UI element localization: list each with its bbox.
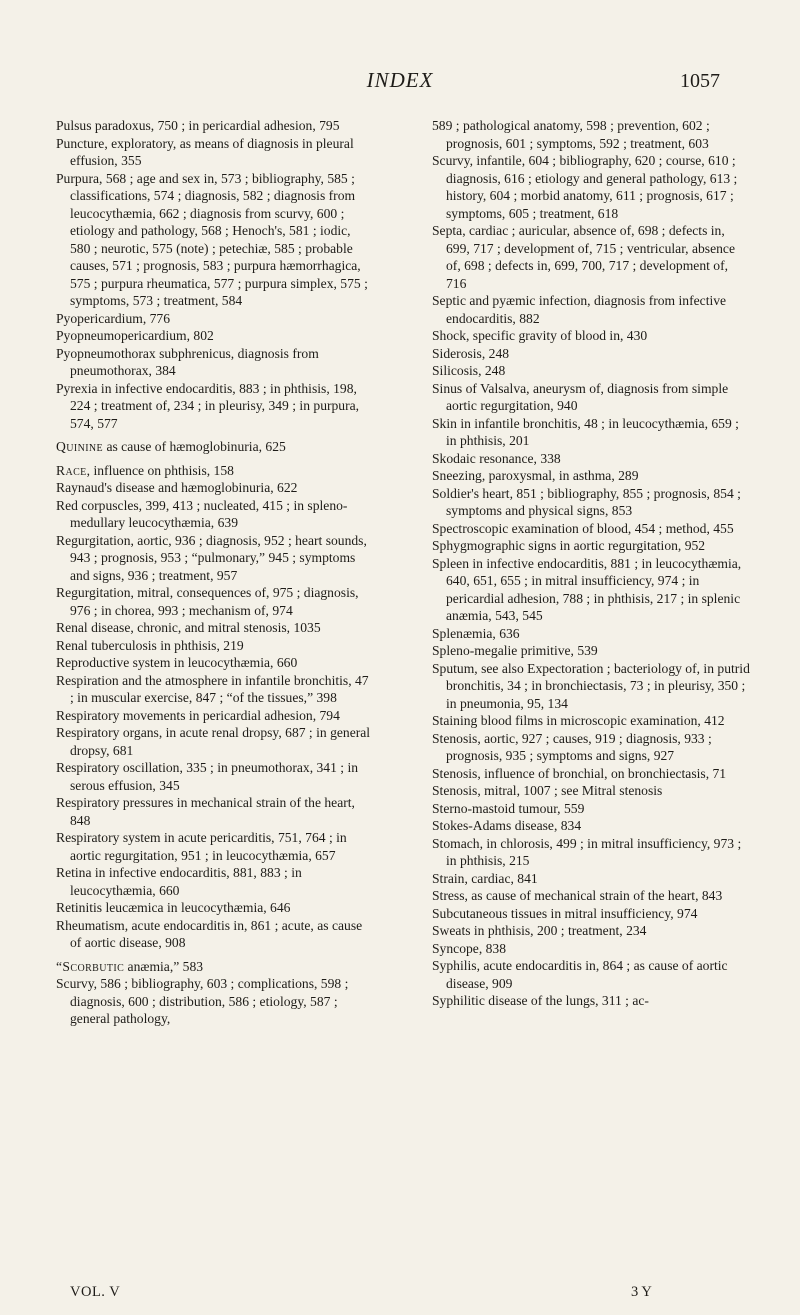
index-entry [432,520,750,538]
index-entry [432,485,750,520]
entry-text: , influence on phthisis, 158 [86,462,234,478]
index-entry [56,462,374,480]
index-entry [432,380,750,415]
page-number: 1057 [680,70,720,92]
entry-text: Staining blood films in microscopic examination, 412 [432,713,725,728]
index-entry [432,222,750,292]
entry-text: Respiration and the atmosphere in infantile bronchitis, 47 ; in muscular exercise, 847 ; “of the tissues,” 398 [56,672,369,705]
entry-text: Spectroscopic examination of blood, 454 ; method, 455 [432,520,734,536]
entry-text: Sweats in phthisis, 200 ; treatment, 234 [432,923,647,938]
index-entry [432,782,750,800]
index-entry [432,117,750,152]
index-entry [56,899,374,917]
index-entry [432,327,750,345]
entry-text: Stenosis, aortic, 927 ; causes, 919 ; diagnosis, 933 ; prognosis, 935 ; symptoms and signs, 927 [432,730,712,763]
entry-text: Sinus of Valsalva, aneurysm of, diagnosis from simple aortic regurgitation, 940 [432,380,729,413]
entry-text: Respiratory oscillation, 335 ; in pneumothorax, 341 ; in serous effusion, 345 [56,760,359,793]
index-entry [56,117,374,135]
entry-text: Sphygmographic signs in aortic regurgitation, 952 [432,538,706,553]
entry-text: Renal tuberculosis in phthisis, 219 [56,637,244,653]
entry-text: Spleen in infective endocarditis, 881 ; in leucocythæmia, 640, 651, 655 ; in mitral insufficiency, 974 ; in pericardial adhesion, 788 ; in phthisis, 217 ; in splenic anæmia, 543, 545 [432,555,742,623]
volume-label: VOL. V [70,1284,121,1300]
entry-text: Respiratory movements in pericardial adhesion, 794 [56,707,340,723]
index-entry [56,759,374,794]
entry-text: Scurvy, 586 ; bibliography, 603 ; complications, 598 ; diagnosis, 600 ; distribution, 586 ; etiology, 587 ; general pathology, [56,976,349,1026]
entry-text: Silicosis, 248 [432,363,506,378]
entry-text: Stokes-Adams disease, 834 [432,818,582,833]
entry-lead-word: Race [56,462,87,478]
entry-text: as cause of hæmoglobinuria, 625 [103,439,286,454]
entry-text: Sterno-mastoid tumour, 559 [432,800,585,816]
entry-text: Spleno-megalie primitive, 539 [432,643,598,658]
entry-text: Sneezing, paroxysmal, in asthma, 289 [432,468,639,483]
index-entry [432,765,750,783]
index-entry [56,794,374,829]
index-entry [432,940,750,958]
page-header [0,68,800,104]
index-entry [56,532,374,585]
entry-text: Septic and pyæmic infection, diagnosis from infective endocarditis, 882 [432,293,727,326]
entry-text: Pyopericardium, 776 [56,310,171,326]
entry-lead-word: “Scorbutic [56,958,125,974]
index-entry [432,922,750,940]
entry-text: Reproductive system in leucocythæmia, 660 [56,655,298,670]
index-entry [56,438,374,456]
index-entry [432,292,750,327]
index-entry [56,310,374,328]
index-entry [432,992,750,1010]
entry-text: Syphilitic disease of the lungs, 311 ; ac- [432,993,649,1008]
index-entry [56,864,374,899]
left-index-column [56,117,374,1028]
entry-text: Soldier's heart, 851 ; bibliography, 855 ; prognosis, 854 ; symptoms and physical signs, 853 [432,485,741,518]
entry-text: Puncture, exploratory, as means of diagnosis in pleural effusion, 355 [56,135,354,168]
right-index-column [432,117,750,1010]
entry-text: Strain, cardiac, 841 [432,870,538,886]
entry-text: Subcutaneous tissues in mitral insufficiency, 974 [432,905,698,921]
entry-text: Regurgitation, mitral, consequences of, 975 ; diagnosis, 976 ; in chorea, 993 ; mechanism of, 974 [56,585,359,618]
entry-text: Respiratory system in acute pericarditis, 751, 764 ; in aortic regurgitation, 951 ; in leucocythæmia, 657 [56,830,347,863]
entry-text: Red corpuscles, 399, 413 ; nucleated, 415 ; in spleno-medullary leucocythæmia, 639 [56,497,348,530]
index-entry [56,619,374,637]
entry-text: Renal disease, chronic, and mitral stenosis, 1035 [56,620,321,635]
entry-text: Stomach, in chlorosis, 499 ; in mitral insufficiency, 973 ; in phthisis, 215 [432,835,742,868]
index-entry [56,584,374,619]
entry-text: Stenosis, mitral, 1007 ; see Mitral stenosis [432,783,663,798]
index-entry [432,817,750,835]
entry-text: Septa, cardiac ; auricular, absence of, 698 ; defects in, 699, 717 ; development of, 715 ; ventricular, absence of, 698 ; defects in, 699, 700, 717 ; development of, 716 [432,223,735,291]
index-entry [432,870,750,888]
entry-text: Regurgitation, aortic, 936 ; diagnosis, 952 ; heart sounds, 943 ; prognosis, 953 ; “pulmonary,” 945 ; symptoms and signs, 936 ; treatment, 957 [56,532,367,583]
index-entry [56,654,374,672]
index-entry [56,637,374,655]
index-entry [56,917,374,952]
index-entry [432,362,750,380]
entry-text: Splenæmia, 636 [432,625,520,641]
index-entry [56,170,374,310]
index-entry [56,327,374,345]
index-entry [432,957,750,992]
entry-lead-word: Quinine [56,439,104,454]
index-entry [56,829,374,864]
index-entry [432,467,750,485]
entry-text: Skin in infantile bronchitis, 48 ; in leucocythæmia, 659 ; in phthisis, 201 [432,415,739,448]
index-entry [56,958,374,976]
index-entry [56,975,374,1028]
entry-text: Sputum, see also Expectoration ; bacteriology of, in putrid bronchitis, 34 ; in bronchiectasis, 73 ; in pleurisy, 350 ; in pneumonia, 95, 134 [432,660,750,711]
entry-text: Skodaic resonance, 338 [432,450,561,466]
index-entry [56,707,374,725]
index-entry [432,415,750,450]
running-title: INDEX [366,68,434,92]
entry-text: Purpura, 568 ; age and sex in, 573 ; bibliography, 585 ; classifications, 574 ; diagnosis, 582 ; diagnosis from leucocythæmia, 662 ; diagnosis from scurvy, 600 ; etiology and pathology, 568 ; Henoch's, 581 ; iodic, 580 ; neurotic, 575 (note) ; petechiæ, 585 ; probable causes, 571 ; prognosis, 583 ; purpura hæmorrhagica, 575 ; purpura rheumatica, 577 ; purpura simplex, 575 ; symptoms, 573 ; treatment, 584 [56,170,368,308]
index-entry [432,450,750,468]
entry-text: Scurvy, infantile, 604 ; bibliography, 620 ; course, 610 ; diagnosis, 616 ; etiology and general pathology, 613 ; history, 604 ; morbid anatomy, 611 ; prognosis, 617 ; symptoms, 605 ; treatment, 618 [432,153,738,221]
entry-text: Syphilis, acute endocarditis in, 864 ; as cause of aortic disease, 909 [432,958,728,991]
index-entry [432,835,750,870]
index-entry [56,724,374,759]
entry-text: Rheumatism, acute endocarditis in, 861 ; acute, as cause of aortic disease, 908 [56,917,363,950]
entry-text: anæmia,” 583 [124,958,204,974]
index-entry [432,642,750,660]
index-entry [432,345,750,363]
entry-text: Syncope, 838 [432,940,507,956]
index-entry [432,152,750,222]
index-entry [432,712,750,730]
entry-text: Raynaud's disease and hæmoglobinuria, 622 [56,480,298,495]
entry-text: Shock, specific gravity of blood in, 430 [432,328,648,343]
index-entry [432,800,750,818]
entry-text: Respiratory organs, in acute renal dropsy, 687 ; in general dropsy, 681 [56,725,371,758]
entry-text: Retinitis leucæmica in leucocythæmia, 646 [56,900,291,915]
index-entry [56,497,374,532]
entry-text: Stress, as cause of mechanical strain of the heart, 843 [432,888,723,903]
index-entry [56,345,374,380]
entry-text: Pyopneumothorax subphrenicus, diagnosis from pneumothorax, 384 [56,345,319,378]
entry-text: Pulsus paradoxus, 750 ; in pericardial adhesion, 795 [56,118,340,133]
index-entry [432,555,750,625]
entry-text: 589 ; pathological anatomy, 598 ; prevention, 602 ; prognosis, 601 ; symptoms, 592 ; treatment, 603 [432,118,710,151]
entry-text: Pyopneumopericardium, 802 [56,328,214,343]
index-entry [432,660,750,713]
index-entry [432,625,750,643]
index-entry [432,887,750,905]
index-entry [432,905,750,923]
entry-text: Siderosis, 248 [432,345,510,361]
index-entry [432,730,750,765]
entry-text: Pyrexia in infective endocarditis, 883 ; in phthisis, 198, 224 ; treatment of, 234 ; in pleurisy, 349 ; in purpura, 574, 577 [56,380,360,431]
entry-text: Respiratory pressures in mechanical strain of the heart, 848 [56,795,355,828]
signature-mark: 3 Y [631,1284,652,1300]
entry-text: Stenosis, influence of bronchial, on bronchiectasis, 71 [432,765,727,781]
index-entry [432,537,750,555]
entry-text: Retina in infective endocarditis, 881, 883 ; in leucocythæmia, 660 [56,865,302,898]
index-entry [56,135,374,170]
index-entry [56,479,374,497]
index-entry [56,672,374,707]
index-entry [56,380,374,433]
